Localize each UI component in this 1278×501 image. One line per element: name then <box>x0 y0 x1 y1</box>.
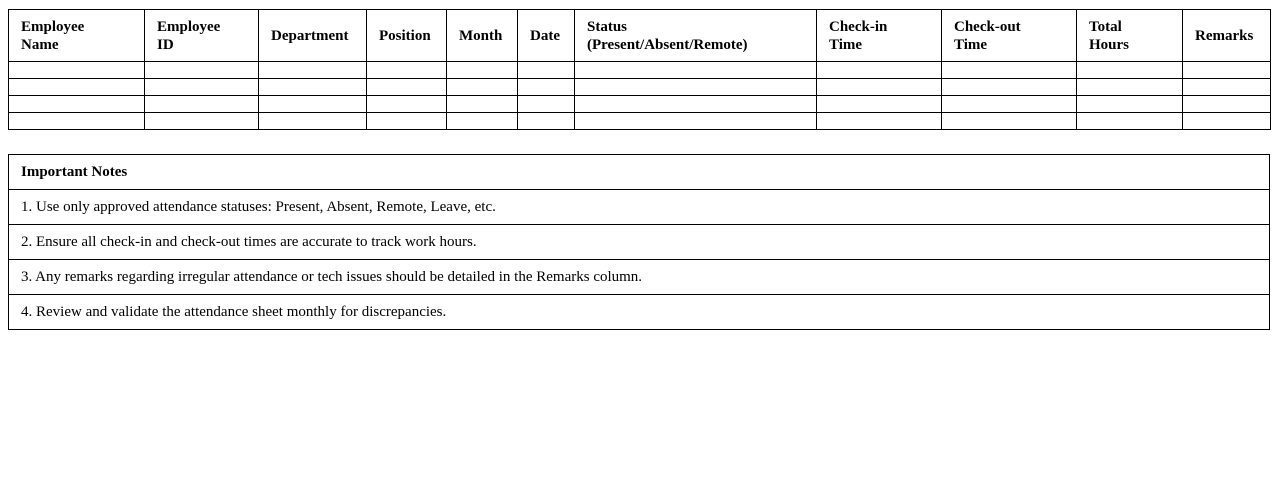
note-row <box>9 295 1270 330</box>
table-cell[interactable] <box>447 96 518 113</box>
notes-title: Important Notes <box>9 155 1270 190</box>
table-cell[interactable] <box>259 96 367 113</box>
table-cell[interactable] <box>367 96 447 113</box>
header-row <box>9 10 1271 62</box>
note-item: 1. Use only approved attendance statuses: Present, Absent, Remote, Leave, etc. <box>9 190 1270 225</box>
header-remarks: Remarks <box>1183 10 1271 62</box>
table-cell[interactable] <box>145 113 259 130</box>
note-row <box>9 225 1270 260</box>
table-cell[interactable] <box>942 96 1077 113</box>
table-cell[interactable] <box>1077 96 1183 113</box>
table-cell[interactable] <box>145 96 259 113</box>
header-month: Month <box>447 10 518 62</box>
table-row <box>9 62 1271 79</box>
table-cell[interactable] <box>518 96 575 113</box>
header-position: Position <box>367 10 447 62</box>
note-row <box>9 190 1270 225</box>
table-cell[interactable] <box>367 79 447 96</box>
note-item: 3. Any remarks regarding irregular attendance or tech issues should be detailed in the Remarks column. <box>9 260 1270 295</box>
table-row <box>9 113 1271 130</box>
table-cell[interactable] <box>1183 113 1271 130</box>
table-row <box>9 96 1271 113</box>
note-row <box>9 260 1270 295</box>
table-cell[interactable] <box>817 113 942 130</box>
table-cell[interactable] <box>518 113 575 130</box>
notes-table <box>8 154 1270 330</box>
table-cell[interactable] <box>259 79 367 96</box>
table-cell[interactable] <box>1077 62 1183 79</box>
table-cell[interactable] <box>9 113 145 130</box>
header-check-out-time: Check-out Time <box>942 10 1077 62</box>
header-total-hours: Total Hours <box>1077 10 1183 62</box>
table-cell[interactable] <box>9 96 145 113</box>
notes-section <box>8 154 1270 330</box>
table-cell[interactable] <box>575 113 817 130</box>
table-cell[interactable] <box>942 79 1077 96</box>
table-cell[interactable] <box>447 79 518 96</box>
table-cell[interactable] <box>1183 96 1271 113</box>
table-cell[interactable] <box>9 79 145 96</box>
note-item: 4. Review and validate the attendance sheet monthly for discrepancies. <box>9 295 1270 330</box>
table-cell[interactable] <box>145 79 259 96</box>
table-cell[interactable] <box>575 79 817 96</box>
table-cell[interactable] <box>575 62 817 79</box>
table-cell[interactable] <box>518 62 575 79</box>
header-check-in-time: Check-in Time <box>817 10 942 62</box>
table-cell[interactable] <box>817 79 942 96</box>
table-cell[interactable] <box>9 62 145 79</box>
table-cell[interactable] <box>817 96 942 113</box>
header-employee-id: Employee ID <box>145 10 259 62</box>
table-cell[interactable] <box>145 62 259 79</box>
header-employee-name: Employee Name <box>9 10 145 62</box>
document <box>8 9 1270 330</box>
table-cell[interactable] <box>1077 113 1183 130</box>
table-cell[interactable] <box>447 62 518 79</box>
note-item: 2. Ensure all check-in and check-out times are accurate to track work hours. <box>9 225 1270 260</box>
table-cell[interactable] <box>259 113 367 130</box>
table-cell[interactable] <box>942 113 1077 130</box>
header-date: Date <box>518 10 575 62</box>
table-cell[interactable] <box>817 62 942 79</box>
table-cell[interactable] <box>1077 79 1183 96</box>
attendance-table <box>8 9 1271 130</box>
table-cell[interactable] <box>367 113 447 130</box>
notes-title-row <box>9 155 1270 190</box>
header-department: Department <box>259 10 367 62</box>
table-row <box>9 79 1271 96</box>
table-cell[interactable] <box>575 96 817 113</box>
header-status: Status (Present/Absent/Remote) <box>575 10 817 62</box>
table-cell[interactable] <box>1183 79 1271 96</box>
table-cell[interactable] <box>942 62 1077 79</box>
table-cell[interactable] <box>447 113 518 130</box>
table-cell[interactable] <box>518 79 575 96</box>
table-cell[interactable] <box>367 62 447 79</box>
table-cell[interactable] <box>1183 62 1271 79</box>
table-cell[interactable] <box>259 62 367 79</box>
